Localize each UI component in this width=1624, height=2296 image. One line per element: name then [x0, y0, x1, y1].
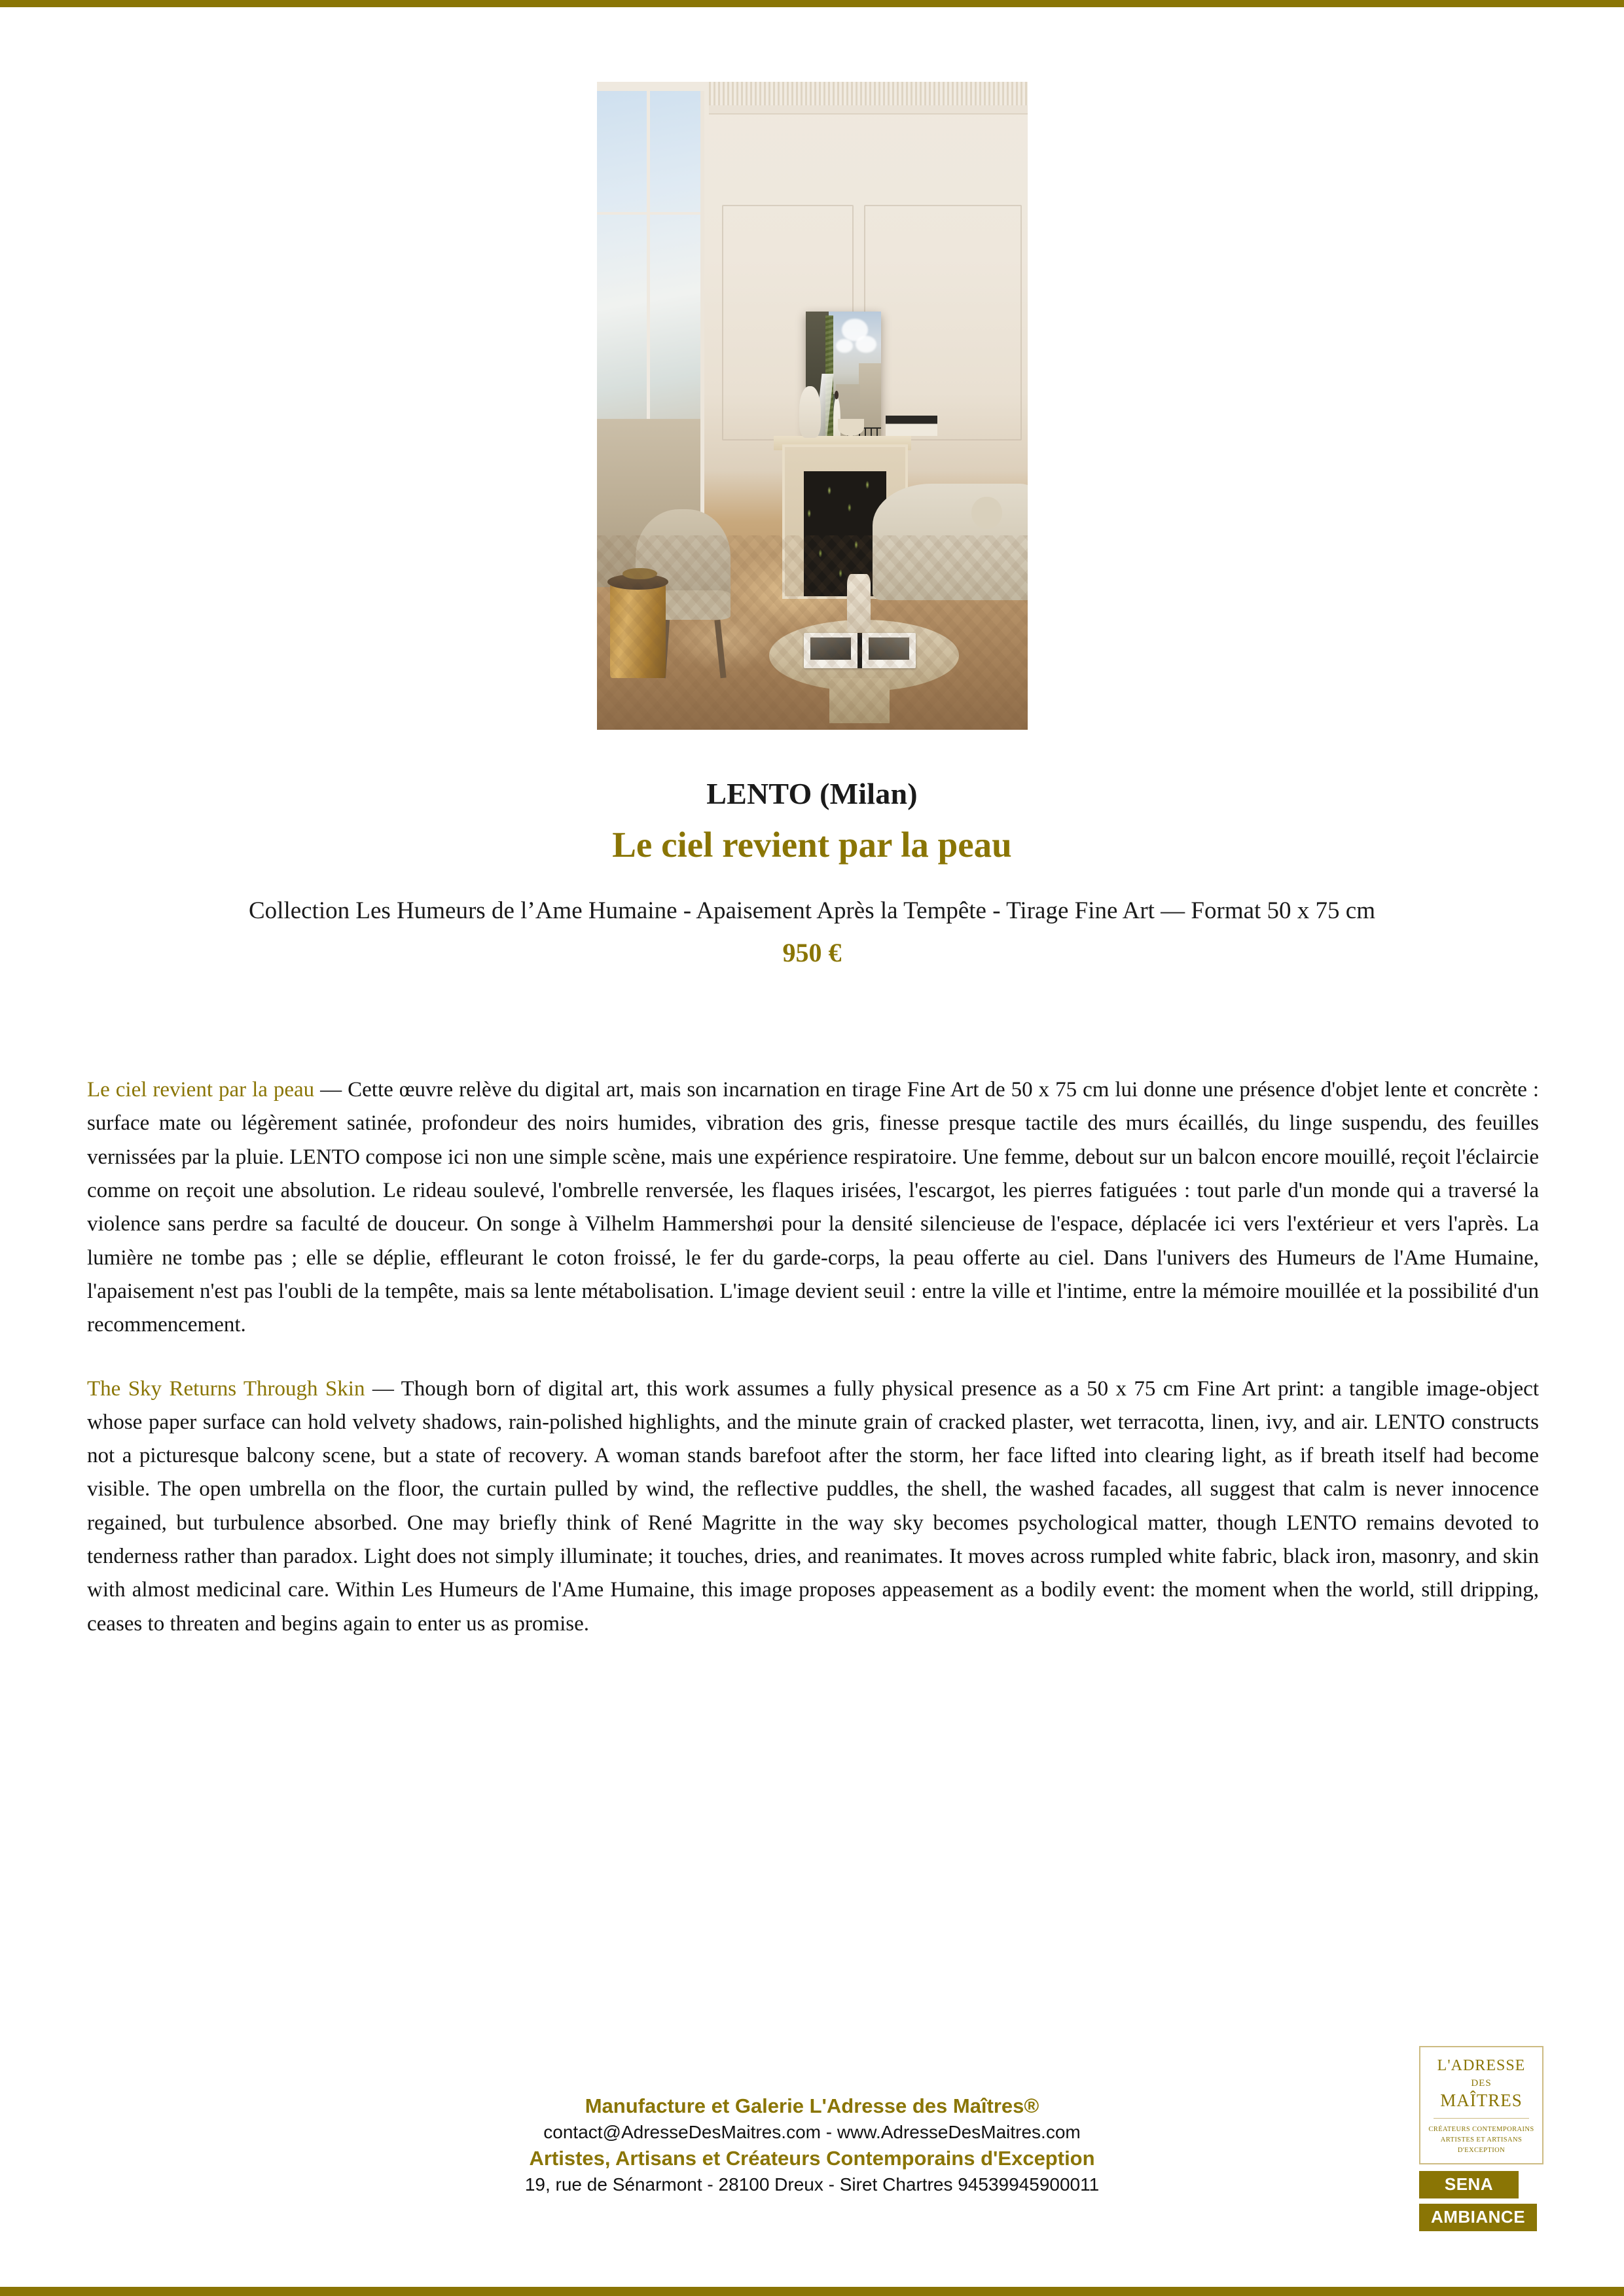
footer-contact[interactable]: contact@AdresseDesMaitres.com - www.AdresseDesMaitres.com	[543, 2122, 1081, 2142]
brand-logo-line1: L'ADRESSE	[1437, 2057, 1526, 2074]
mantel-books	[886, 416, 937, 436]
crown-moulding	[709, 82, 1028, 107]
crown-moulding-lower	[709, 105, 1028, 115]
footer-tagline: Artistes, Artisans et Créateurs Contemporains d'Exception	[529, 2147, 1095, 2170]
description-column	[87, 1073, 1539, 1671]
mantel-vase	[799, 386, 821, 438]
coffee-table-base	[829, 678, 890, 723]
sofa-cushion	[971, 497, 1001, 529]
description-lead-en: The Sky Returns Through Skin	[87, 1376, 365, 1401]
artist-name: LENTO (Milan)	[706, 777, 918, 810]
table-vase	[847, 574, 871, 632]
brand-divider	[1434, 2118, 1529, 2119]
side-table-tray	[623, 568, 657, 580]
description-paragraph-fr	[87, 1073, 1539, 1342]
badge-ambiance: AMBIANCE	[1419, 2204, 1537, 2231]
footer-company: Manufacture et Galerie L'Adresse des Maîtres®	[585, 2094, 1039, 2117]
open-book	[804, 633, 916, 668]
footer-address: 19, rue de Sénarmont - 28100 Dreux - Siret Chartres 94539945900011	[524, 2174, 1100, 2195]
page-title: Le ciel revient par la peau	[612, 825, 1012, 865]
description-text-en: — Though born of digital art, this work assumes a fully physical presence as a 50 x 75 cm Fine Art print: a tangible image-object whose paper surface can hold velvety shadows, rain-polished highlights, and the minute grain of cracked plaster, wet terracotta, linen, ivy, and air. LENTO constructs not a picturesque balcony scene, but a state of recovery. A woman stands barefoot after the storm, her face lifted into clearing light, as if breath itself had become visible. The open umbrella on the floor, the curtain pulled by wind, the reflective puddles, the shell, the washed facades, all suggest that calm is never innocence regained, but turbulence absorbed. One may briefly think of René Magritte in the way sky becomes psychological matter, though LENTO remains devoted to tenderness rather than paradox. Light does not simply illuminate; it touches, dries, and reanimates. It moves across rumpled white fabric, black iron, masonry, and skin with almost medicinal care. Within Les Humeurs de l'Ame Humaine, this image proposes appeasement as a bodily event: the moment when the world, still dripping, ceases to threaten and begins again to enter us as promise.	[87, 1376, 1539, 1636]
description-text-fr: — Cette œuvre relève du digital art, mais son incarnation en tirage Fine Art de 50 x 75 cm lui donne une présence d'objet lente et concrète : surface mate ou légèrement satinée, profondeur des noirs humides, vibration des gris, finesse presque tactile des murs écaillés, du linge suspendu, des feuilles vernissées par la pluie. LENTO compose ici non une simple scène, mais une expérience respiratoire. Une femme, debout sur un balcon encore mouillé, reçoit l'éclaircie comme on reçoit une absolution. Le rideau soulevé, l'ombrelle renversée, les flaques irisées, l'escargot, les pierres fatiguées : tout parle d'un monde qui a traversé la violence sans perdre sa faculté de douceur. On songe à Vilhelm Hammershøi pour la densité silencieuse de l'espace, déplacée ici vers l'extérieur et vers l'après. La lumière ne tombe pas ; elle se déplie, effleurant le coton froissé, le fer du garde-corps, la peau offerte au ciel. Dans l'univers des Humeurs de l'Ame Humaine, l'apaisement n'est pas l'oubli de la tempête, mais sa lente métabolisation. L'image devient seuil : entre la ville et l'intime, entre la mémoire mouillée et la possibilité d'un recommencement.	[87, 1078, 1539, 1337]
wall-panel-right	[864, 205, 1022, 440]
brand-logo-line3: MAÎTRES	[1440, 2090, 1523, 2111]
artwork-cloud	[836, 339, 852, 353]
description-paragraph-en	[87, 1372, 1539, 1641]
badge-sena: SENA	[1419, 2171, 1519, 2198]
top-accent-bar	[0, 0, 1624, 7]
footer	[0, 2094, 1624, 2195]
description-lead-fr: Le ciel revient par la peau	[87, 1078, 315, 1102]
work-subtitle: Collection Les Humeurs de l’Ame Humaine - Apaisement Après la Tempête - Tirage Fine Art — Format 50 x 75 cm	[248, 897, 1376, 924]
brand-sub-line1: CRÉATEURS CONTEMPORAINS	[1428, 2126, 1534, 2134]
artwork-room-photo	[597, 82, 1028, 730]
mantel-bowl	[838, 419, 863, 436]
sofa	[873, 484, 1028, 600]
brand-logo-line2: DES	[1471, 2078, 1492, 2089]
brand-sub-line2: ARTISTES ET ARTISANS	[1440, 2136, 1523, 2144]
brass-side-table	[610, 581, 666, 678]
brand-sub-line3: D'EXCEPTION	[1457, 2146, 1506, 2154]
brand-block	[1419, 2046, 1543, 2231]
brand-logo-card	[1419, 2046, 1543, 2164]
bottom-accent-bar	[0, 2287, 1624, 2296]
price-label: 950 €	[782, 938, 842, 967]
